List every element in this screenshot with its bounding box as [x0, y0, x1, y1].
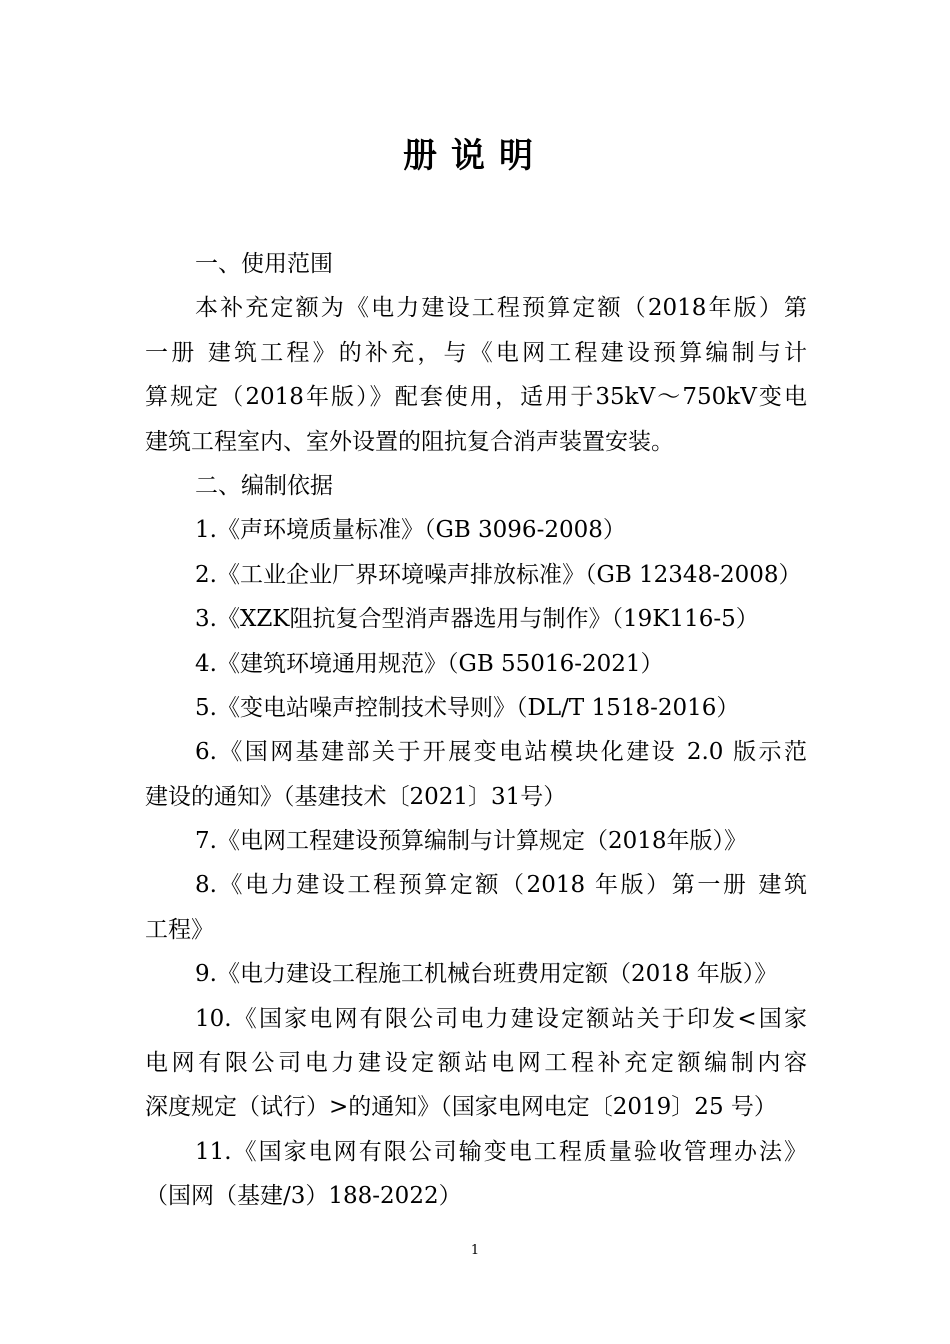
section-heading-basis: 二、编制依据 — [195, 472, 333, 499]
reference-item: 5.《变电站噪声控制技术导则》（DL/T 1518-2016） — [195, 694, 740, 721]
reference-item: 7.《电网工程建设预算编制与计算规定（2018年版）》 — [195, 828, 747, 855]
reference-item: 6.《国网基建部关于开展变电站模块化建设 2.0 版示范 — [195, 739, 807, 766]
page-number: 1 — [470, 1243, 480, 1258]
reference-item: 8.《电力建设工程预算定额（2018 年版）第一册 建筑 — [195, 872, 807, 899]
reference-item-continued: 工程》 — [145, 916, 214, 943]
paragraph-line: 本补充定额为《电力建设工程预算定额（2018年版）第 — [195, 295, 807, 322]
reference-item: 2.《工业企业厂界环境噪声排放标准》（GB 12348-2008） — [195, 561, 802, 588]
reference-item-continued: 深度规定（试行）>的通知》（国家电网电定〔2019〕25 号） — [145, 1094, 777, 1121]
reference-item-continued: （国网（基建/3）188-2022） — [145, 1183, 462, 1210]
paragraph-line: 一册 建筑工程》的补充，与《电网工程建设预算编制与计 — [145, 339, 807, 366]
reference-item-continued: 建设的通知》（基建技术〔2021〕31号） — [145, 783, 567, 810]
reference-item: 1.《声环境质量标准》（GB 3096-2008） — [195, 517, 626, 544]
paragraph-line: 算规定（2018年版）》配套使用，适用于35kV～750kV变电 — [145, 384, 807, 411]
reference-item: 11.《国家电网有限公司输变电工程质量验收管理办法》 — [195, 1138, 807, 1165]
reference-item: 10.《国家电网有限公司电力建设定额站关于印发<国家 — [195, 1005, 807, 1032]
reference-item: 3.《XZK阻抗复合型消声器选用与制作》（19K116-5） — [195, 606, 759, 633]
document-body — [145, 242, 807, 1219]
section-heading-scope: 一、使用范围 — [195, 251, 333, 277]
paragraph-line: 建筑工程室内、室外设置的阻抗复合消声装置安装。 — [145, 428, 674, 455]
reference-item-continued: 电网有限公司电力建设定额站电网工程补充定额编制内容 — [145, 1050, 807, 1077]
reference-item: 4.《建筑环境通用规范》（GB 55016-2021） — [195, 650, 664, 677]
page-title: 册说明 — [403, 136, 547, 176]
reference-item: 9.《电力建设工程施工机械台班费用定额（2018 年版）》 — [195, 961, 778, 988]
